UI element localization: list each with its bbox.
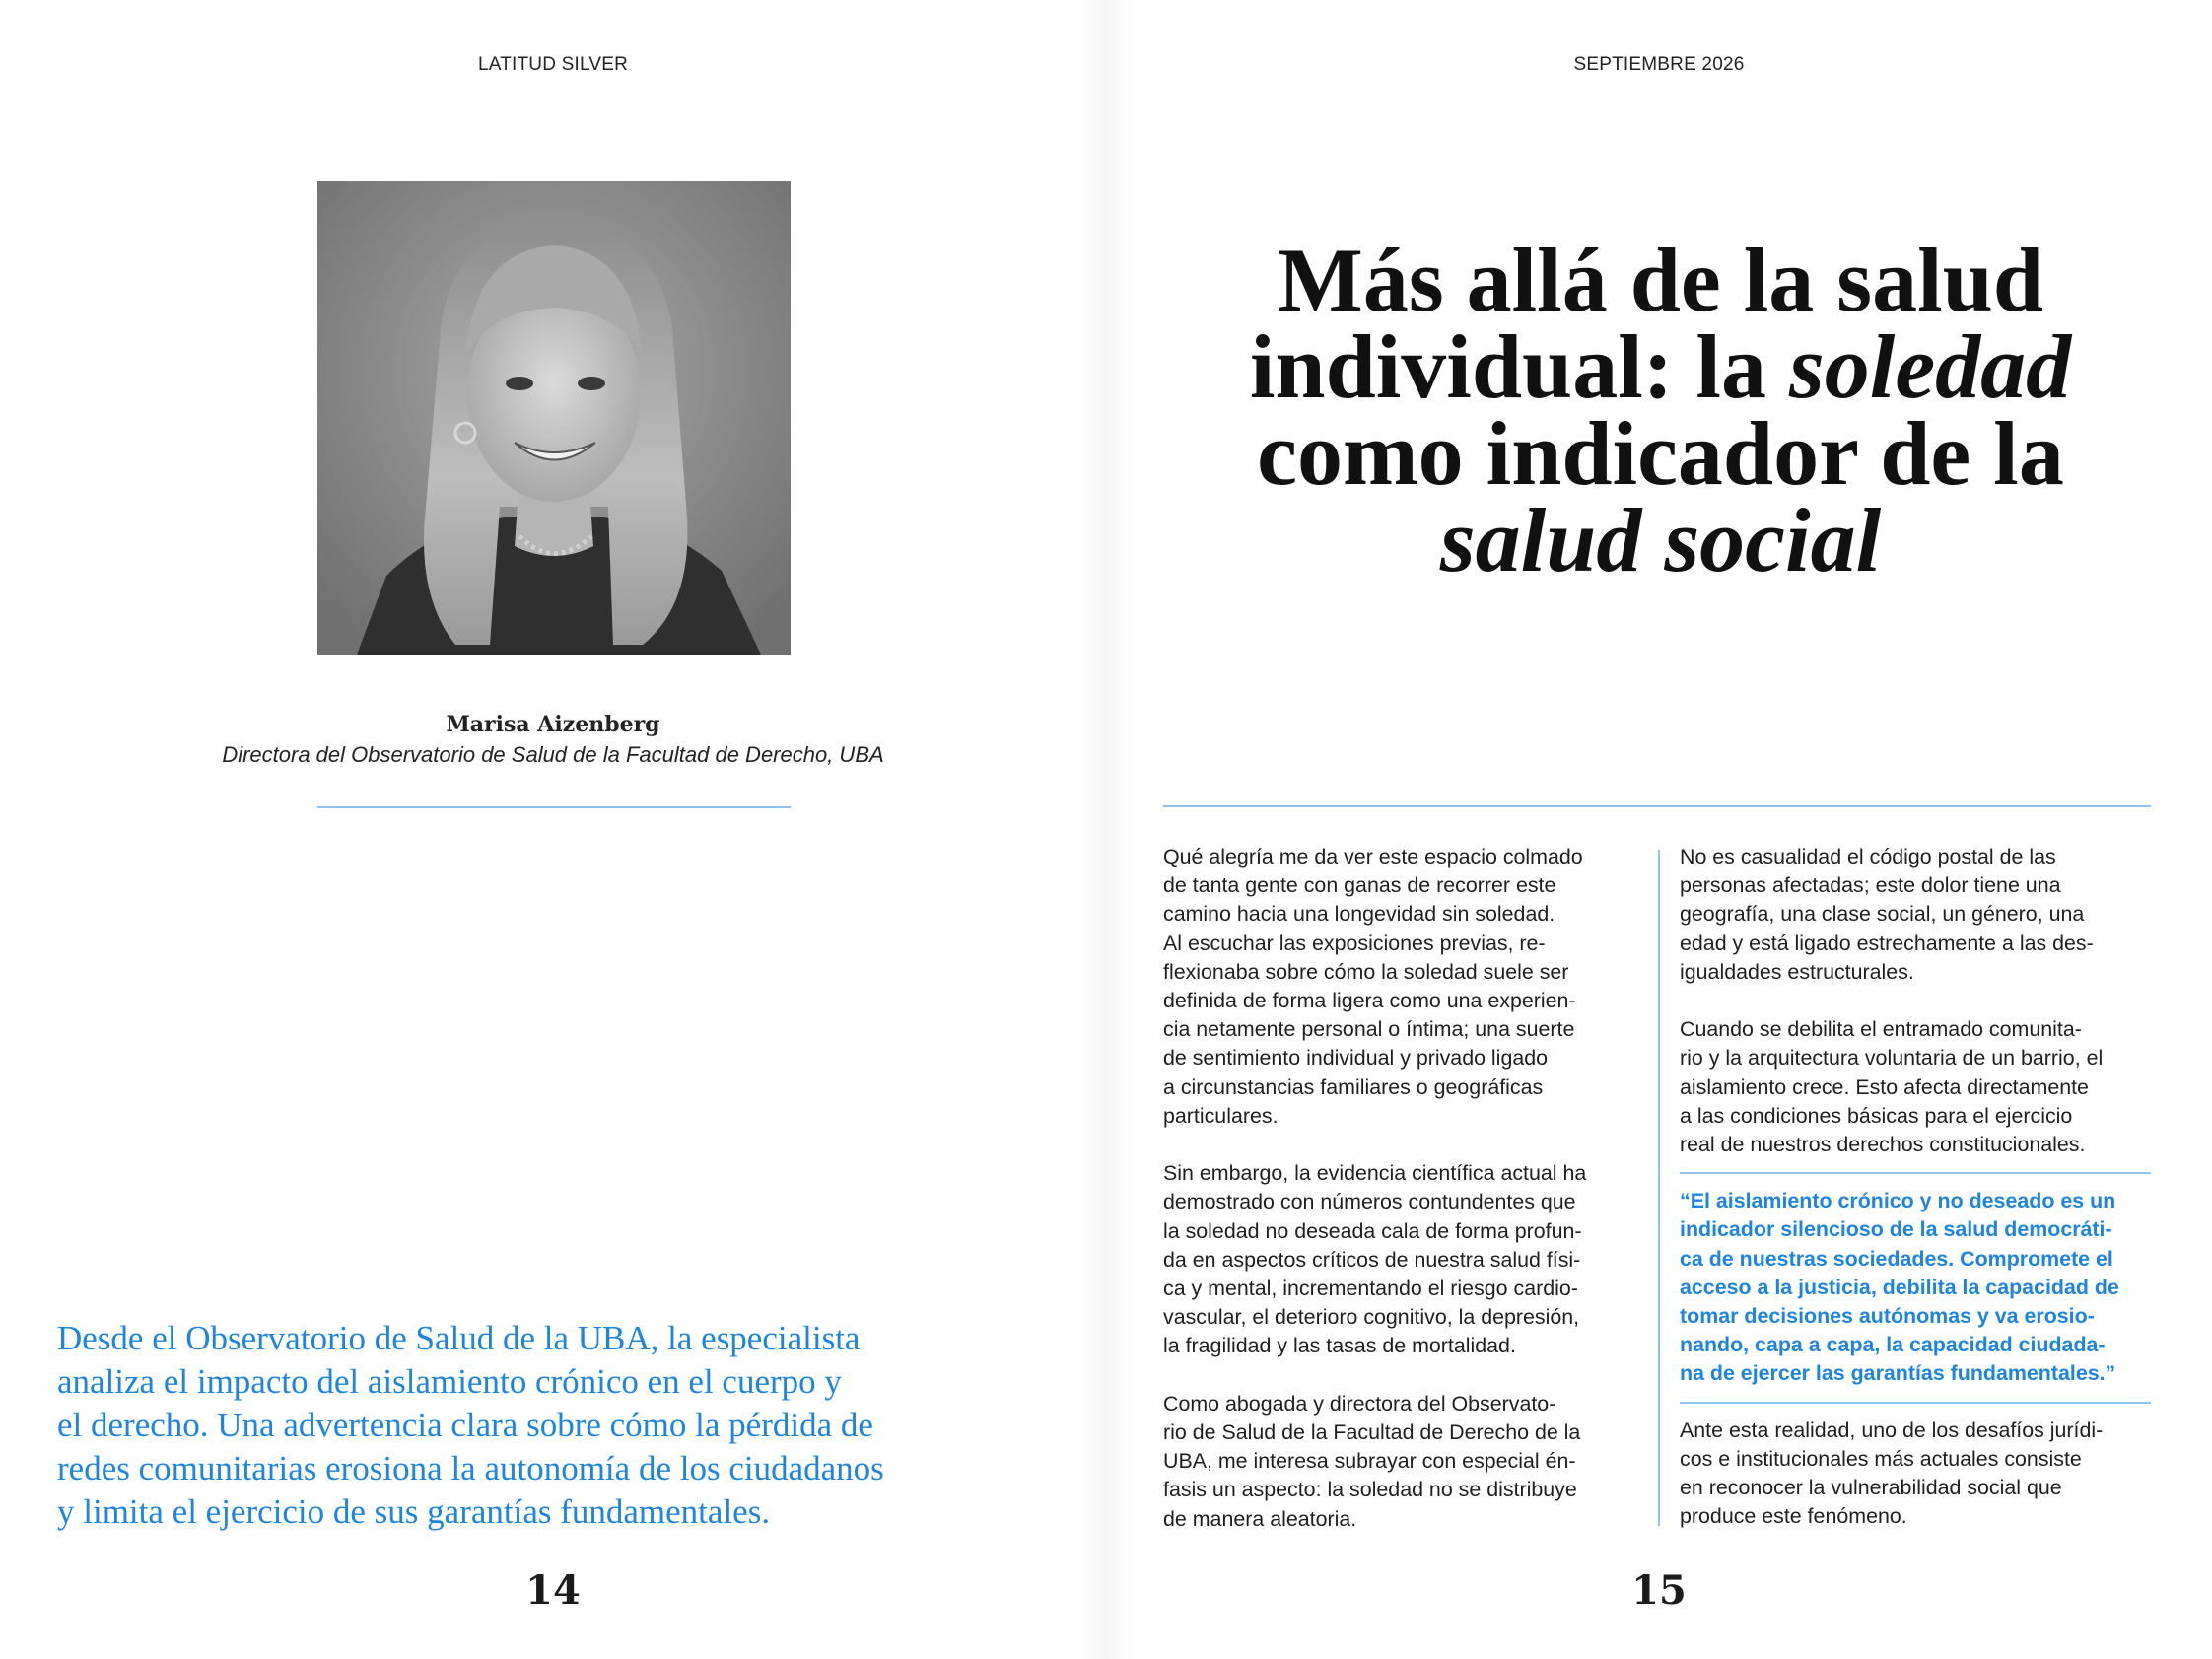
body-paragraph: Como abogada y directora del Observato- rio de Salud de la Facultad de Derecho de la UBA, me interesa subrayar con especial én- fasis un aspecto: la soledad no se distribuye de manera aleatoria. (1163, 1391, 1581, 1531)
headline-line-2-italic: soledad (1788, 316, 2072, 417)
deck-text: Desde el Observatorio de Salud de la UBA, la especialista analiza el impacto del aislamiento crónico en el cuerpo y el derecho. Una advertencia clara sobre cómo la pérdida de redes comunitarias erosiona la autonomía de los ciudadanos y limita el ejercicio de sus garantías fundamentales. (57, 1319, 884, 1531)
body-paragraph: No es casualidad el código postal de las personas afectadas; este dolor tiene una geografía, una clase social, un género, una edad y está ligado estrechamente a las des- igualdades estructurales. (1680, 845, 2094, 984)
right-page (1106, 0, 2212, 1659)
portrait-caption-name: Marisa Aizenberg (446, 712, 660, 737)
page-number-right: 15 (1631, 1567, 1687, 1614)
running-head-left: LATITUD SILVER (477, 54, 629, 75)
body-paragraph: Qué alegría me da ver este espacio colmado de tanta gente con ganas de recorrer este camino hacia una longevidad sin soledad. Al escuchar las exposiciones previas, re- flexionaba sobre cómo la soledad suele ser definida de forma ligera como una experien- cia netamente personal o íntima; una suerte de sentimiento individual y privado ligado a circunstancias familiares o geográficas particulares. (1163, 845, 1583, 1128)
caption-divider (317, 806, 791, 808)
headline-line-4-italic: salud social (1439, 490, 1882, 590)
body-paragraph: Ante esta realidad, uno de los desafíos jurídi- cos e institucionales más actuales consiste en reconocer la vulnerabilidad social que produce este fenómeno. (1680, 1417, 2104, 1529)
portrait-photo (317, 181, 791, 655)
headline-line-3: como indicador de la (1257, 403, 2064, 504)
body-column-1 (1163, 843, 1656, 1562)
gutter-shadow-left (1076, 0, 1106, 1659)
article-headline (1145, 230, 2176, 590)
body-top-divider (1163, 805, 2151, 807)
article-deck (57, 1317, 1053, 1534)
pull-quote: “El aislamiento crónico y no deseado es un indicador silencioso de la salud democráti- ca de nuestras sociedades. Compromete el acceso a la justicia, debilita la capacidad de tomar decisiones autónomas y va erosio- nando, capa a capa, la capacidad ciudada- na de ejercer las garantías fundamentales.” (1680, 1172, 2151, 1403)
headline-line-2-roman: individual: la (1249, 316, 1789, 417)
headline-line-1: Más allá de la salud (1277, 230, 2043, 330)
portrait-illustration (317, 181, 791, 655)
body-column-2 (1680, 843, 2177, 1560)
body-paragraph: Sin embargo, la evidencia científica actual ha demostrado con números contundentes que la soledad no deseada cala de forma profun- da en aspectos críticos de nuestra salud físi- ca y mental, incrementando el riesgo cardio- vascular, el deterioro cognitivo, la depresión, la fragilidad y las tasas de mortalidad. (1163, 1161, 1587, 1358)
page-number-left: 14 (525, 1567, 581, 1614)
running-head-right: SEPTIEMBRE 2026 (1573, 54, 1745, 75)
portrait-caption-role: Directora del Observatorio de Salud de la Facultad de Derecho, UBA (222, 742, 884, 767)
column-divider (1658, 850, 1660, 1526)
gutter-shadow-right (1106, 0, 1136, 1659)
body-paragraph: Cuando se debilita el entramado comunita- rio y la arquitectura voluntaria de un barrio, el aislamiento crece. Esto afecta directamente a las condiciones básicas para el ejercicio real de nuestros derechos constitucionales. (1680, 1017, 2104, 1157)
